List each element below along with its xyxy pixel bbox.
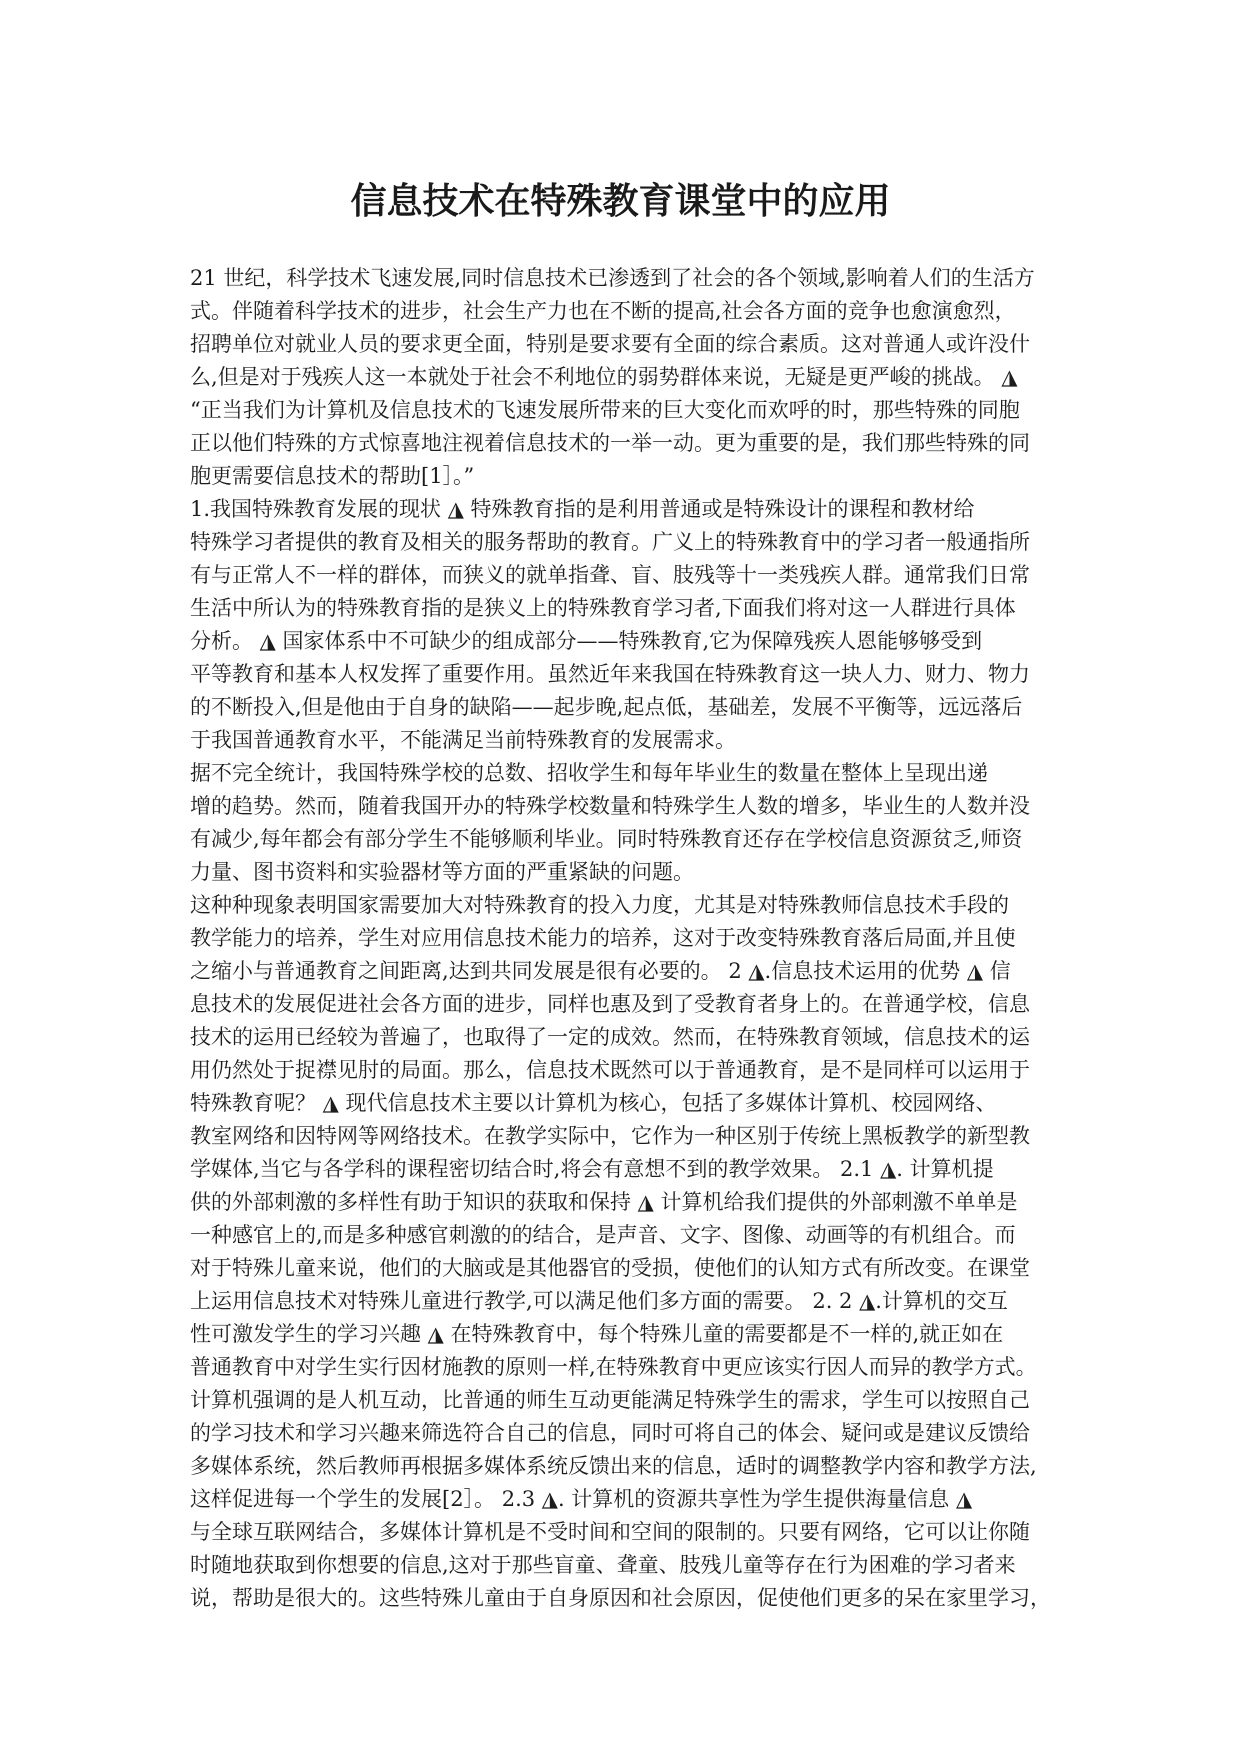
body-line: 教室网络和因特网等网络技术。在教学实际中，它作为一种区别于传统上黑板教学的新型教 xyxy=(190,1124,1030,1148)
body-line: 一种感官上的,而是多种感官刺激的的结合，是声音、文字、图像、动画等的有机组合。而 xyxy=(190,1223,1016,1247)
body-line: 息技术的发展促进社会各方面的进步，同样也惠及到了受教育者身上的。在普通学校，信息 xyxy=(190,992,1030,1016)
body-line: 说，帮助是很大的。这些特殊儿童由于自身原因和社会原因，促使他们更多的呆在家里学习， xyxy=(190,1586,1051,1610)
body-line: 正以他们特殊的方式惊喜地注视着信息技术的一举一动。更为重要的是，我们那些特殊的同 xyxy=(190,431,1030,455)
body-line: 性可激发学生的学习兴趣 ◮ 在特殊教育中，每个特殊儿童的需要都是不一样的,就正如在 xyxy=(190,1322,1004,1346)
body-line: 招聘单位对就业人员的要求更全面，特别是要求要有全面的综合素质。这对普通人或许没什 xyxy=(190,332,1030,356)
document-body xyxy=(190,262,1060,1615)
body-line: 之缩小与普通教育之间距离,达到共同发展是很有必要的。 2 ◮.信息技术运用的优势 ◮ 信 xyxy=(190,959,1011,983)
body-line: 技术的运用已经较为普遍了，也取得了一定的成效。然而，在特殊教育领域，信息技术的运 xyxy=(190,1025,1030,1049)
body-line: 普通教育中对学生实行因材施教的原则一样,在特殊教育中更应该实行因人而异的教学方式。 xyxy=(190,1355,1037,1379)
body-line: 上运用信息技术对特殊儿童进行教学,可以满足他们多方面的需要。 2. 2 ◮.计算机的交互 xyxy=(190,1289,1008,1313)
body-line: 式。伴随着科学技术的进步，社会生产力也在不断的提高,社会各方面的竞争也愈演愈烈， xyxy=(190,299,1016,323)
body-line: 教学能力的培养，学生对应用信息技术能力的培养，这对于改变特殊教育落后局面,并且使 xyxy=(190,926,1016,950)
body-line: 这样促进每一个学生的发展[2］。 2.3 ◮. 计算机的资源共享性为学生提供海量信息 ◮ xyxy=(190,1487,973,1511)
body-line: 1.我国特殊教育发展的现状 ◮ 特殊教育指的是利用普通或是特殊设计的课程和教材给 xyxy=(190,497,975,521)
body-line: 多媒体系统，然后教师再根据多媒体系统反馈出来的信息，适时的调整教学内容和教学方法, xyxy=(190,1454,1037,1478)
body-line: 于我国普通教育水平，不能满足当前特殊教育的发展需求。 xyxy=(190,728,736,752)
body-line: 对于特殊儿童来说，他们的大脑或是其他器官的受损，使他们的认知方式有所改变。在课堂 xyxy=(190,1256,1030,1280)
body-line: 特殊教育呢？ ◮ 现代信息技术主要以计算机为核心，包括了多媒体计算机、校园网络、 xyxy=(190,1091,997,1115)
body-line: 力量、图书资料和实验器材等方面的严重紧缺的问题。 xyxy=(190,860,694,884)
body-line: 学媒体,当它与各学科的课程密切结合时,将会有意想不到的教学效果。 2.1 ◮. 计算机提 xyxy=(190,1157,994,1181)
body-line: 21 世纪，科学技术飞速发展,同时信息技术已渗透到了社会的各个领域,影响着人们的生活方 xyxy=(190,266,1035,290)
body-line: 供的外部刺激的多样性有助于知识的获取和保持 ◮ 计算机给我们提供的外部刺激不单单是 xyxy=(190,1190,1018,1214)
body-line: 的学习技术和学习兴趣来筛选符合自己的信息，同时可将自己的体会、疑问或是建议反馈给 xyxy=(190,1421,1030,1445)
body-line: 平等教育和基本人权发挥了重要作用。虽然近年来我国在特殊教育这一块人力、财力、物力 xyxy=(190,662,1030,686)
body-line: “正当我们为计算机及信息技术的飞速发展所带来的巨大变化而欢呼的时，那些特殊的同胞 xyxy=(190,398,1020,422)
body-line: 有减少,每年都会有部分学生不能够顺利毕业。同时特殊教育还存在学校信息资源贫乏,师资 xyxy=(190,827,1023,851)
body-line: 与全球互联网结合，多媒体计算机是不受时间和空间的限制的。只要有网络，它可以让你随 xyxy=(190,1520,1030,1544)
body-line: 分析。 ◮ 国家体系中不可缺少的组成部分——特殊教育,它为保障残疾人恩能够够受到 xyxy=(190,629,983,653)
body-line: 时随地获取到你想要的信息,这对于那些盲童、聋童、肢残儿童等存在行为困难的学习者来 xyxy=(190,1553,1016,1577)
body-line: 胞更需要信息技术的帮助[1］。” xyxy=(190,464,475,488)
body-line: 的不断投入,但是他由于自身的缺陷——起步晚,起点低，基础差，发展不平衡等，远远落后 xyxy=(190,695,1023,719)
body-line: 增的趋势。然而，随着我国开办的特殊学校数量和特殊学生人数的增多，毕业生的人数并没 xyxy=(190,794,1030,818)
body-line: 有与正常人不一样的群体，而狭义的就单指聋、盲、肢残等十一类残疾人群。通常我们日常 xyxy=(190,563,1030,587)
body-line: 这种种现象表明国家需要加大对特殊教育的投入力度，尤其是对特殊教师信息技术手段的 xyxy=(190,893,1009,917)
body-line: 用仍然处于捉襟见肘的局面。那么，信息技术既然可以于普通教育，是不是同样可以运用于 xyxy=(190,1058,1030,1082)
body-line: 计算机强调的是人机互动，比普通的师生互动更能满足特殊学生的需求，学生可以按照自己 xyxy=(190,1388,1030,1412)
body-line: 据不完全统计，我国特殊学校的总数、招收学生和每年毕业生的数量在整体上呈现出递 xyxy=(190,761,988,785)
document-title: 信息技术在特殊教育课堂中的应用 xyxy=(350,181,891,222)
body-line: 生活中所认为的特殊教育指的是狭义上的特殊教育学习者,下面我们将对这一人群进行具体 xyxy=(190,596,1016,620)
body-line: 么,但是对于残疾人这一本就处于社会不利地位的弱势群体来说，无疑是更严峻的挑战。 ◮ xyxy=(190,365,1018,389)
body-line: 特殊学习者提供的教育及相关的服务帮助的教育。广义上的特殊教育中的学习者一般通指所 xyxy=(190,530,1030,554)
